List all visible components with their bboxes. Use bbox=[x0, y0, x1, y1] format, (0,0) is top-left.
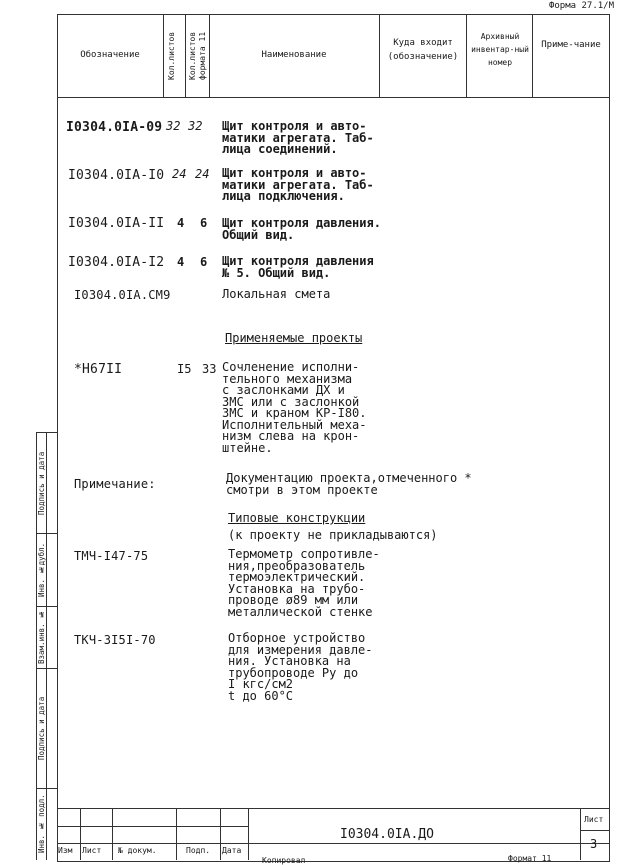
row-code: I0304.0IA-II bbox=[68, 216, 165, 231]
row-code: I0304.0IA.СМ9 bbox=[74, 288, 171, 302]
footer-format: Формат 11 bbox=[508, 854, 552, 863]
row-name: Локальная смета bbox=[222, 287, 331, 301]
row-name: Щит контроля давления. Общий вид. bbox=[222, 216, 381, 242]
standard-design-code: ТМЧ-I47-75 bbox=[74, 549, 149, 563]
row-name: Щит контроля и авто- матики агрегата. Таб- лица подключения. bbox=[222, 166, 374, 203]
stamp-inv-duplicate: Инв. №дубл. bbox=[37, 542, 46, 598]
header-name: Наименование bbox=[261, 50, 327, 60]
row-sheets: 32 bbox=[166, 119, 181, 133]
row-code: I0304.0IA-I0 bbox=[68, 168, 165, 183]
form-label: Форма 27.1/М bbox=[548, 1, 614, 11]
tb-sheet-label: Лист bbox=[584, 815, 604, 824]
tb-sheet: Лист bbox=[82, 846, 102, 855]
applied-project-format-sheets: 33 bbox=[202, 362, 217, 376]
stamp-sign-date: Подпись и дата bbox=[37, 696, 46, 760]
header-format-count: Кол.листов формата 11 bbox=[188, 31, 207, 81]
row-sheets: 4 bbox=[177, 216, 185, 230]
row-format-sheets: 6 bbox=[200, 255, 208, 269]
footer-copied: Копировал bbox=[262, 856, 306, 865]
standard-design-code: ТКЧ-3I5I-70 bbox=[74, 633, 156, 647]
tb-doc-code: I0304.0IA.ДО bbox=[340, 827, 434, 842]
tb-rev: Изм bbox=[58, 846, 73, 855]
row-sheets: 4 bbox=[177, 255, 185, 269]
row-code: I0304.0IA-I2 bbox=[68, 255, 165, 270]
row-format-sheets: 24 bbox=[195, 167, 210, 181]
header-archive: Архивный инвентар-ный номер bbox=[471, 32, 529, 67]
header-designation: Обозначение bbox=[80, 50, 140, 60]
applied-project-code: *Н67II bbox=[74, 362, 123, 377]
standard-designs-subheading: (к проекту не прикладываются) bbox=[228, 528, 438, 542]
standard-design-name: Отборное устройство для измерения давле- ния. Установка на трубопроводе Ру до I кгс/см2 t до 60°С bbox=[228, 631, 373, 703]
stamp-inv-original: Инв. № подл. bbox=[37, 794, 46, 854]
note-label: Примечание: bbox=[74, 477, 156, 491]
header-sheet-count: Кол.листов bbox=[167, 31, 176, 81]
standard-designs-heading: Типовые конструкции bbox=[228, 511, 366, 525]
tb-signature: Подп. bbox=[186, 846, 211, 855]
tb-doc-no: № докум. bbox=[118, 846, 157, 855]
tb-sheet-number: 3 bbox=[590, 837, 598, 851]
stamp-sign-date: Подпись и дата bbox=[37, 451, 46, 515]
header-where-included: Куда входит (обозначение) bbox=[387, 38, 459, 62]
row-name: Щит контроля давления № 5. Общий вид. bbox=[222, 254, 374, 280]
applied-project-name: Сочленение исполни- тельного механизма с заслонками ДХ и ЗМС или с заслонкой ЗМС и краном КР-I80. Исполнительный меха- низм слева на крон- штейне. bbox=[222, 360, 367, 455]
tb-date: Дата bbox=[222, 846, 242, 855]
row-format-sheets: 32 bbox=[188, 119, 203, 133]
note-text: Документацию проекта,отмеченного * смотри в этом проекте bbox=[226, 471, 472, 497]
applied-project-sheets: I5 bbox=[177, 362, 192, 376]
row-name: Щит контроля и авто- матики агрегата. Таб- лица соединений. bbox=[222, 119, 374, 156]
header-note: Приме-чание bbox=[541, 40, 601, 50]
row-format-sheets: 6 bbox=[200, 216, 208, 230]
applied-projects-heading: Применяемые проекты bbox=[225, 331, 363, 345]
standard-design-name: Термометр сопротивле- ния,преобразователь термоэлектрический. Установка на трубо- проводе ø89 мм или металлической стенке bbox=[228, 547, 380, 619]
row-code: I0304.0IA-09 bbox=[66, 120, 163, 135]
stamp-replace-inv: Взам.инв. № bbox=[37, 609, 46, 665]
header-bottom-line bbox=[57, 97, 609, 98]
row-sheets: 24 bbox=[172, 167, 187, 181]
